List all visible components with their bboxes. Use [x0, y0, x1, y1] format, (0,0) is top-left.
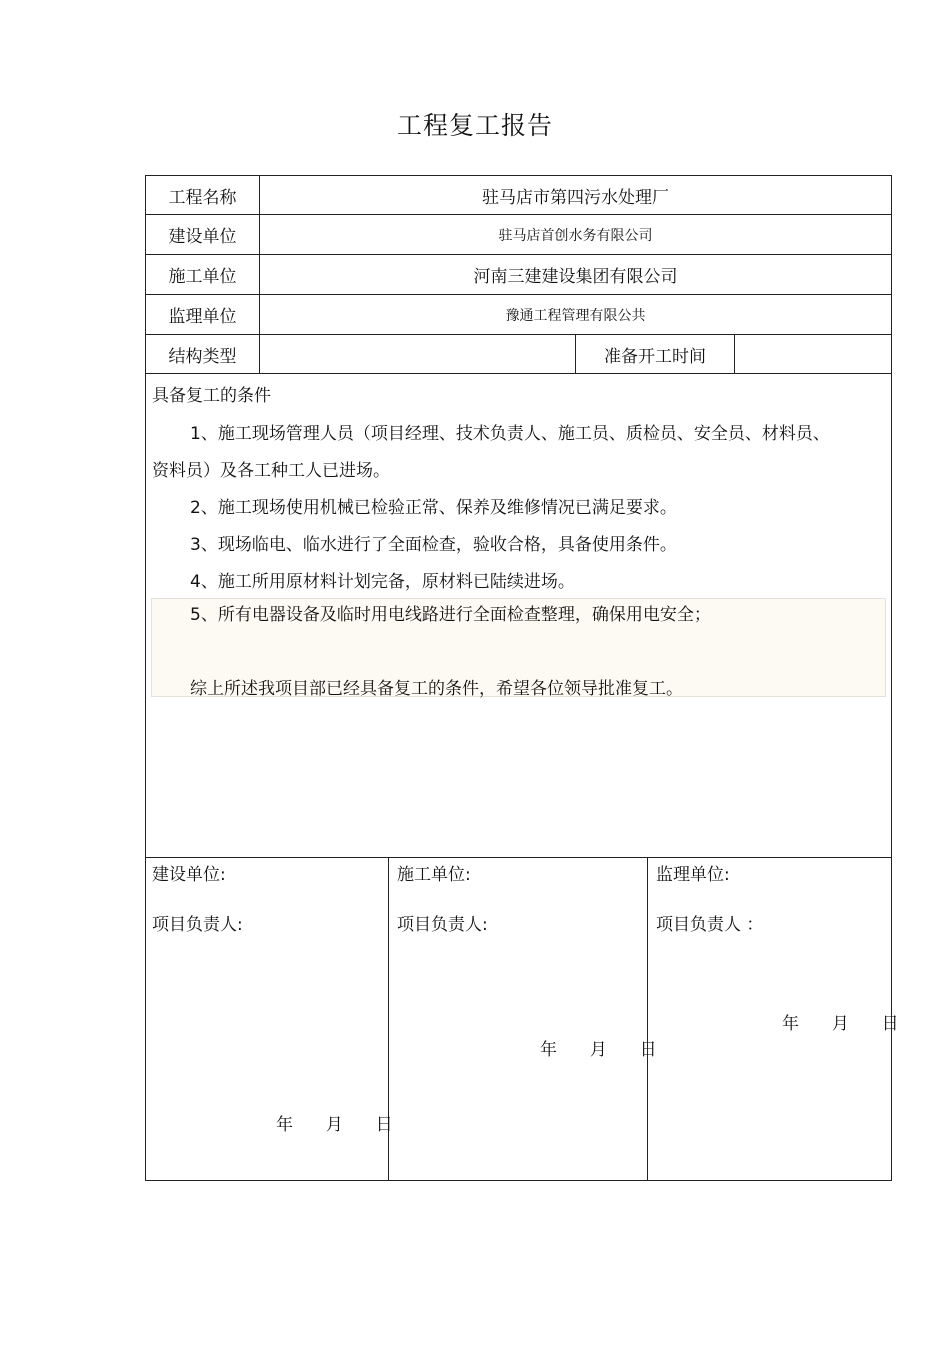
- sign-contractor-person-label: 项目负责人:: [397, 915, 488, 935]
- date-month: 月: [325, 1115, 343, 1135]
- project-name-value: 驻马店市第四污水处理厂: [482, 187, 669, 208]
- structure-label: 结构类型: [168, 346, 237, 367]
- project-name-label: 工程名称: [168, 187, 237, 208]
- page-title: 工程复工报告: [396, 111, 553, 140]
- conditions-summary: 综上所述我项目部已经具备复工的条件，希望各位领导批准复工。: [190, 679, 683, 699]
- sign-builder-date: [276, 1110, 393, 1135]
- date-day: 日: [639, 1040, 657, 1060]
- condition-item-1: 1、施工现场管理人员（项目经理、技术负责人、施工员、质检员、安全员、材料员、: [190, 424, 830, 444]
- condition-item-4: 4、施工所用原材料计划完备，原材料已陆续进场。: [190, 572, 575, 592]
- builder-value: 驻马店首创水务有限公司: [498, 227, 653, 244]
- date-month: 月: [589, 1040, 607, 1060]
- supervisor-value: 豫通工程管理有限公共: [505, 307, 646, 324]
- date-month: 月: [831, 1014, 849, 1034]
- sign-contractor-date: [540, 1035, 657, 1060]
- supervisor-label: 监理单位: [168, 307, 237, 327]
- date-year: 年: [276, 1115, 293, 1135]
- start-time-label: 准备开工时间: [604, 346, 706, 367]
- date-day: 日: [375, 1115, 393, 1135]
- builder-label: 建设单位: [168, 227, 237, 247]
- start-time-value[interactable]: [735, 335, 891, 373]
- conditions-heading: 具备复工的条件: [152, 386, 271, 406]
- contractor-value: 河南三建建设集团有限公司: [473, 267, 678, 287]
- condition-item-2: 2、施工现场使用机械已检验正常、保养及维修情况已满足要求。: [190, 498, 677, 518]
- structure-value[interactable]: [260, 335, 575, 373]
- condition-item-5: 5、所有电器设备及临时用电线路进行全面检查整理，确保用电安全；: [190, 605, 711, 625]
- condition-item-3: 3、现场临电、临水进行了全面检查，验收合格，具备使用条件。: [190, 535, 677, 555]
- date-day: 日: [881, 1014, 899, 1034]
- sign-supervisor-person-label: 项目负责人 ：: [656, 915, 764, 935]
- sign-contractor-unit-label: 施工单位:: [397, 865, 471, 885]
- sign-supervisor-unit-label: 监理单位:: [656, 865, 730, 885]
- sign-supervisor-date: [782, 1009, 899, 1034]
- date-year: 年: [782, 1014, 799, 1034]
- sign-builder-unit-label: 建设单位:: [152, 865, 226, 885]
- date-year: 年: [540, 1040, 557, 1060]
- sign-builder-person-label: 项目负责人:: [152, 915, 243, 935]
- contractor-label: 施工单位: [168, 267, 237, 287]
- condition-item-1-continued: 资料员）及各工种工人已进场。: [152, 461, 390, 481]
